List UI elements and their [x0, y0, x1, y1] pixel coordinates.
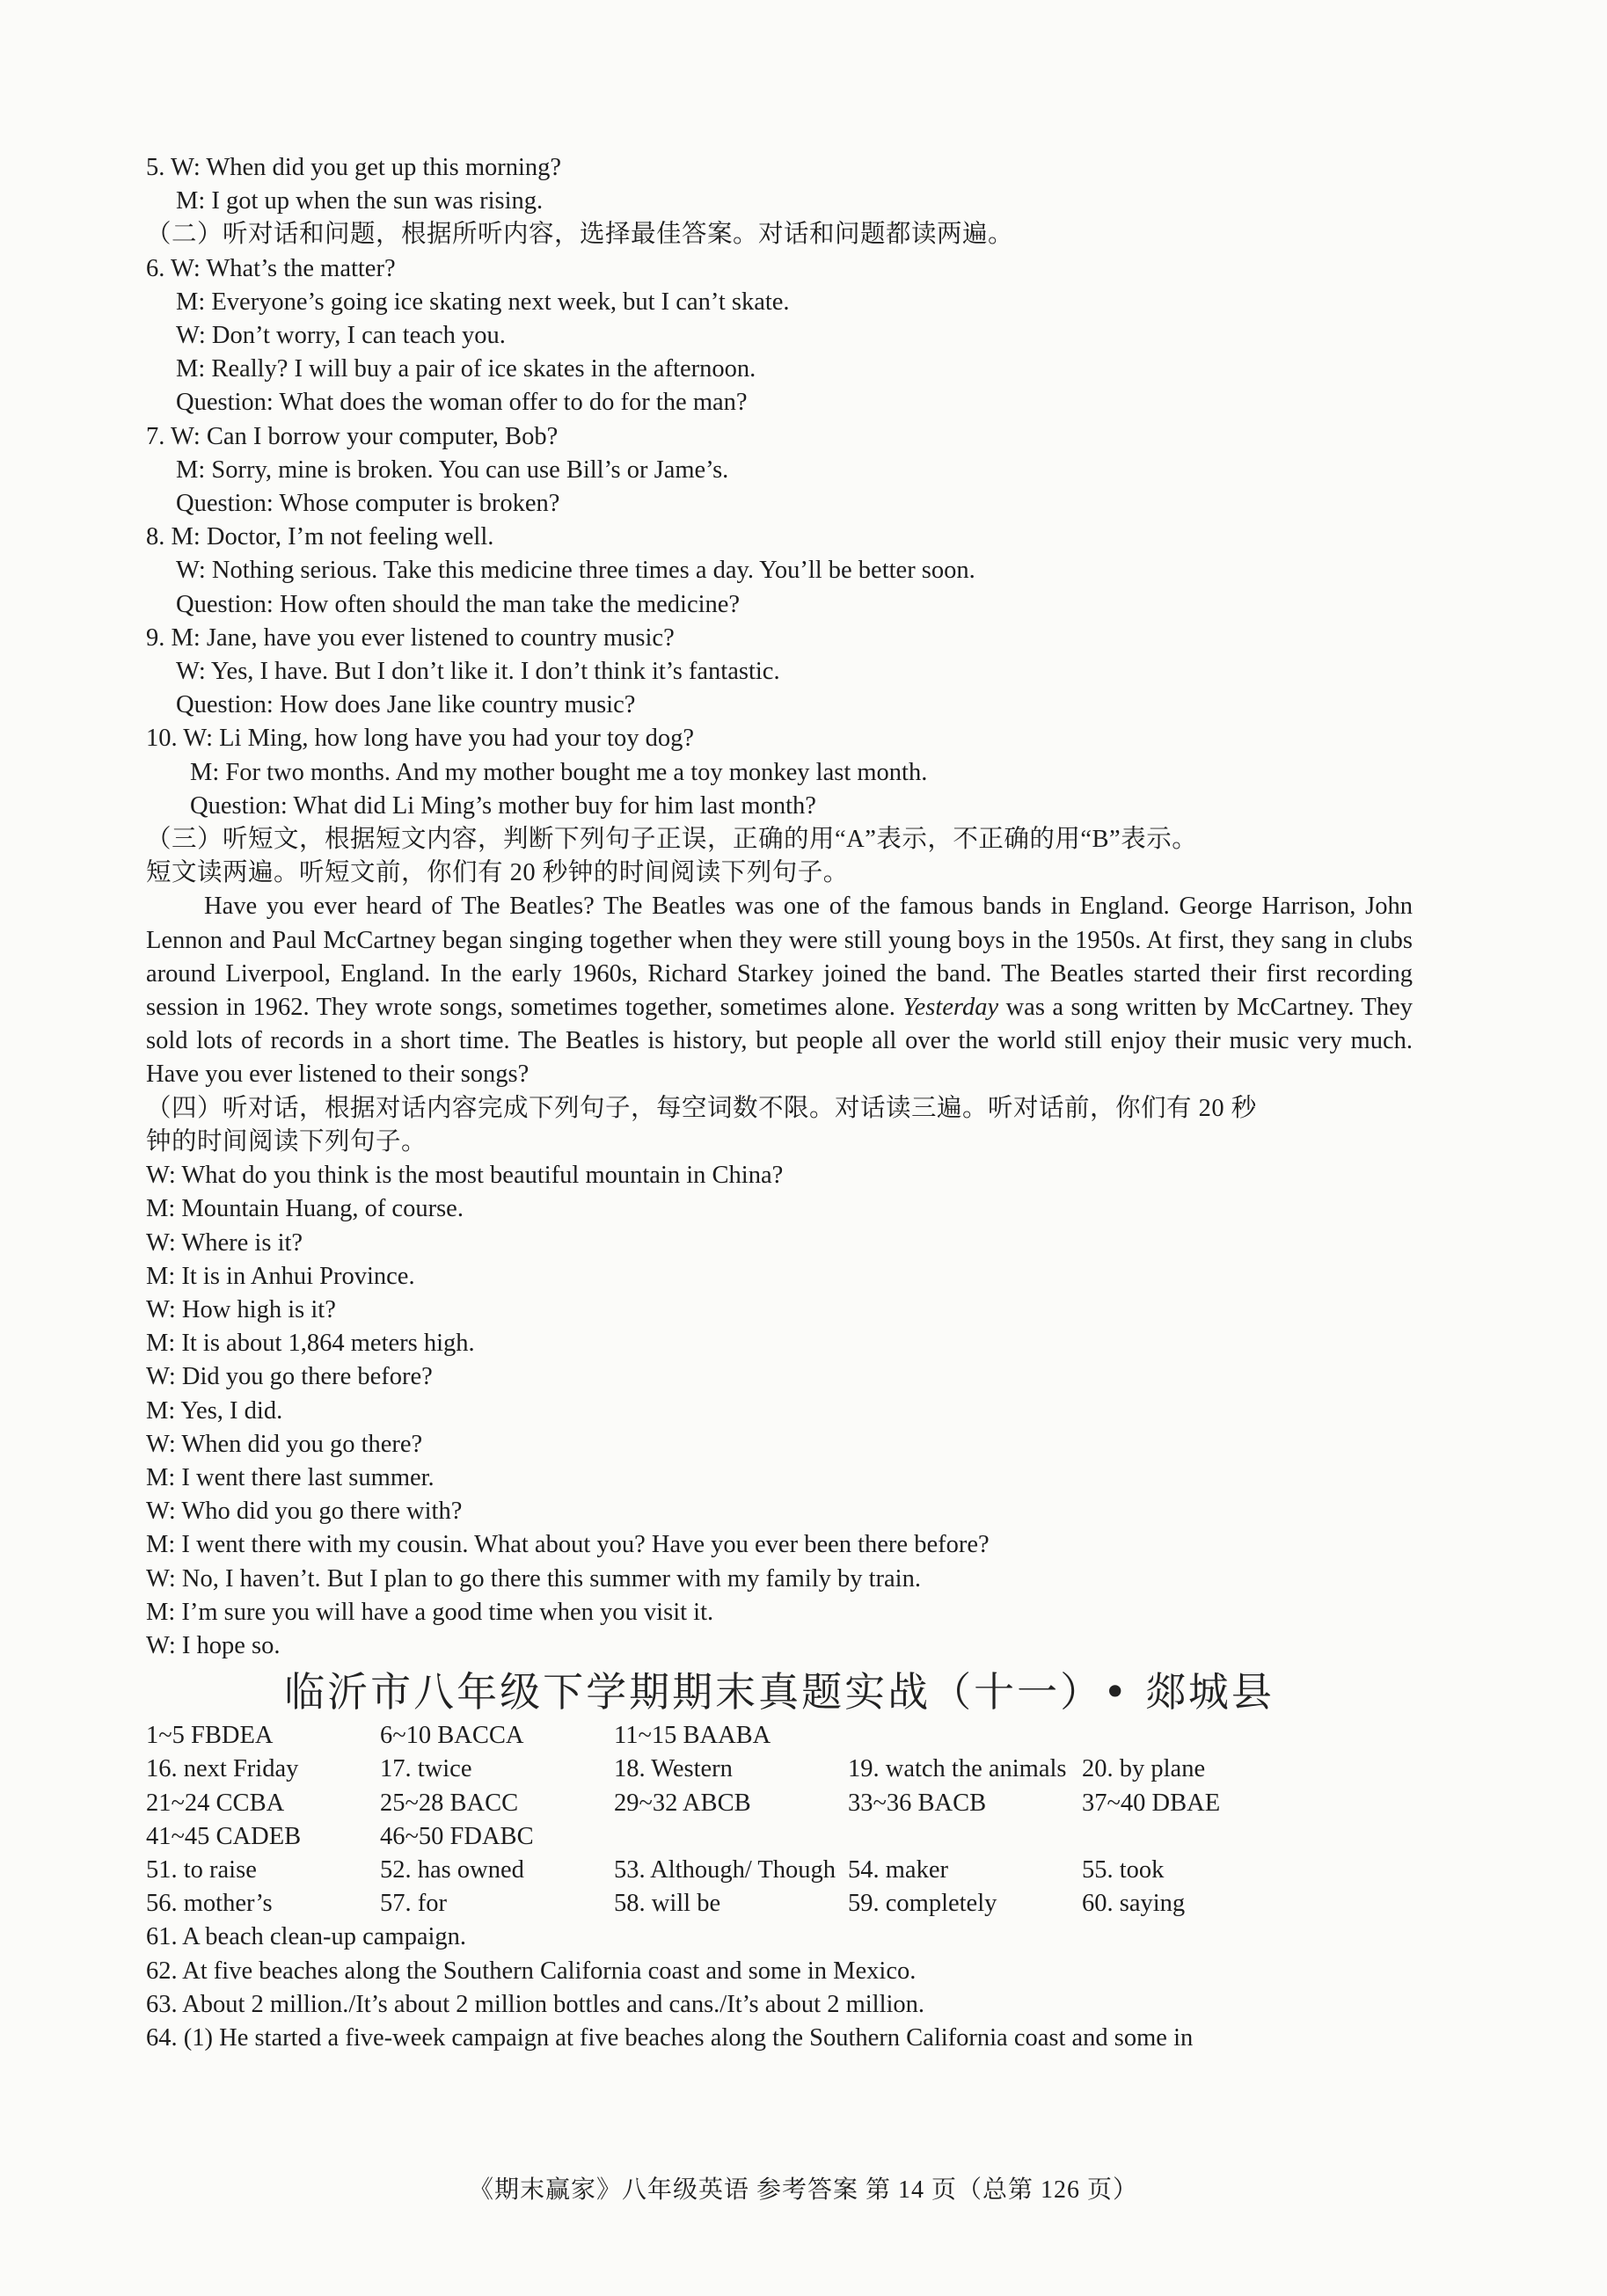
text-line: W: When did you go there? — [146, 1430, 423, 1458]
answer-cell: 17. twice — [380, 1755, 472, 1783]
section-title: 临沂市八年级下学期期末真题实战（十一）• 郯城县 — [284, 1668, 1275, 1717]
text-line: 63. About 2 million./It’s about 2 million bottles and cans./It’s about 2 million. — [146, 1990, 925, 2018]
answer-row — [146, 1854, 1413, 1887]
answer-cell: 6~10 BACCA — [380, 1722, 524, 1750]
answer-cell: 21~24 CCBA — [146, 1789, 285, 1817]
answer-key — [146, 1719, 1413, 1921]
answer-cell: 51. to raise — [146, 1855, 257, 1884]
answer-cell: 57. for — [380, 1890, 447, 1918]
text-line: M: I went there with my cousin. What about you? Have you ever been there before? — [146, 1531, 990, 1559]
answer-cell: 37~40 DBAE — [1082, 1789, 1221, 1817]
text-line: （四）听对话，根据对话内容完成下列句子，每空词数不限。对话读三遍。听对话前，你们有 20 秒 — [146, 1094, 1257, 1122]
answer-cell: 20. by plane — [1082, 1755, 1206, 1783]
text-line: 短文读两遍。听短文前，你们有 20 秒钟的时间阅读下列句子。 — [146, 859, 849, 887]
song-title: Yesterday — [902, 994, 999, 1022]
text-line: Question: How often should the man take the medicine? — [176, 590, 741, 618]
text-line: 5. W: When did you get up this morning? — [146, 154, 562, 181]
text-line: 8. M: Doctor, I’m not feeling well. — [146, 523, 494, 551]
answer-cell — [1082, 1719, 1258, 1753]
answer-row — [146, 1820, 1413, 1854]
listening-script-part-4 — [146, 1092, 1413, 1663]
answer-cell: 58. will be — [614, 1890, 721, 1918]
text-line: W: How high is it? — [146, 1295, 336, 1323]
answer-cell: 54. maker — [848, 1855, 948, 1884]
text-line: （三）听短文，根据短文内容，判断下列句子正误，正确的用“A”表示，不正确的用“B”表示。 — [146, 826, 1198, 854]
answer-cell: 59. completely — [848, 1890, 997, 1918]
answer-row — [146, 1753, 1413, 1786]
answer-cell: 25~28 BACC — [380, 1789, 519, 1817]
text-line: M: I got up when the sun was rising. — [176, 187, 544, 215]
text-line: W: Who did you go there with? — [146, 1498, 463, 1526]
answer-cell: 46~50 FDABC — [380, 1822, 534, 1850]
text-line: W: Where is it? — [146, 1228, 303, 1257]
text-line: M: Mountain Huang, of course. — [146, 1195, 464, 1223]
text-line: 7. W: Can I borrow your computer, Bob? — [146, 422, 559, 450]
answer-cell: 60. saying — [1082, 1890, 1186, 1918]
answer-cell: 56. mother’s — [146, 1890, 273, 1918]
answer-cell — [614, 1820, 848, 1854]
text-line: M: Really? I will buy a pair of ice skates in the afternoon. — [176, 355, 756, 383]
answer-cell: 52. has owned — [380, 1855, 524, 1884]
answer-cell — [1082, 1820, 1258, 1854]
text-line: 6. W: What’s the matter? — [146, 254, 396, 282]
text-line: 10. W: Li Ming, how long have you had your toy dog? — [146, 725, 694, 753]
text-line: 64. (1) He started a five-week campaign at five beaches along the Southern California coast and some in — [146, 2023, 1194, 2052]
answer-cell — [848, 1719, 1082, 1753]
passage-text-2: was a song written by McCartney. They sold lots of records in a short time. The Beatles is history, but people all over the world still enjoy their music very much. Have you ever listened to their songs? — [146, 994, 1413, 1089]
answer-cell: 11~15 BAABA — [614, 1722, 771, 1750]
text-line: （二）听对话和问题，根据所听内容，选择最佳答案。对话和问题都读两遍。 — [146, 221, 1014, 249]
text-line: Question: What does the woman offer to do for the man? — [176, 389, 748, 417]
text-line: M: Everyone’s going ice skating next week, but I can’t skate. — [176, 288, 790, 316]
text-line: W: Yes, I have. But I don’t like it. I don’t think it’s fantastic. — [176, 658, 780, 686]
text-line: 61. A beach clean-up campaign. — [146, 1923, 467, 1951]
text-line: 9. M: Jane, have you ever listened to country music? — [146, 623, 675, 652]
answer-cell — [848, 1820, 1082, 1854]
answer-row — [146, 1887, 1413, 1921]
answer-row — [146, 1787, 1413, 1820]
text-line: W: No, I haven’t. But I plan to go there this summer with my family by train. — [146, 1564, 921, 1593]
answer-cell: 18. Western — [614, 1755, 733, 1783]
passage-text-1: Have you ever heard of The Beatles? The Beatles was one of the famous bands in England. George Harrison, John Lennon and Paul McCartney began singing together when they were still young boys in the 1950s. At first, they sang in clubs around Liverpool, England. In the early 1960s, Richard Starkey joined the band. The Beatles started their first recording session in 1962. They wrote songs, sometimes together, sometimes alone. — [146, 893, 1413, 1022]
text-line: M: Yes, I did. — [146, 1396, 283, 1425]
page-footer: 《期末赢家》八年级英语 参考答案 第 14 页（总第 126 页） — [468, 2176, 1138, 2204]
text-line: W: Don’t worry, I can teach you. — [176, 322, 506, 350]
text-line: W: What do you think is the most beautiful mountain in China? — [146, 1162, 784, 1190]
answer-cell: 53. Although/ Though — [614, 1855, 836, 1884]
answer-cell: 41~45 CADEB — [146, 1822, 302, 1850]
answer-cell: 55. took — [1082, 1855, 1165, 1884]
text-line: 钟的时间阅读下列句子。 — [146, 1127, 427, 1155]
text-line: M: I went there last summer. — [146, 1463, 435, 1491]
answer-cell: 1~5 FBDEA — [146, 1722, 274, 1750]
text-line: Question: How does Jane like country music? — [176, 691, 636, 719]
text-line: Question: Whose computer is broken? — [176, 490, 560, 518]
text-line: Question: What did Li Ming’s mother buy for him last month? — [190, 791, 816, 820]
answer-cell: 16. next Friday — [146, 1755, 299, 1783]
listening-script-part-1 — [146, 151, 1413, 890]
answer-cell: 19. watch the animals — [848, 1755, 1067, 1783]
text-line: M: It is in Anhui Province. — [146, 1262, 415, 1290]
passage-beatles — [146, 890, 1413, 1091]
answer-cell: 29~32 ABCB — [614, 1789, 751, 1817]
text-line: W: I hope so. — [146, 1631, 281, 1659]
answer-cell: 33~36 BACB — [848, 1789, 987, 1817]
answer-row — [146, 1719, 1413, 1753]
text-line: M: It is about 1,864 meters high. — [146, 1330, 475, 1358]
short-answers — [146, 1921, 1413, 2055]
text-line: 62. At five beaches along the Southern California coast and some in Mexico. — [146, 1957, 917, 1985]
text-line: M: I’m sure you will have a good time when you visit it. — [146, 1598, 714, 1626]
text-line: M: Sorry, mine is broken. You can use Bill’s or Jame’s. — [176, 456, 729, 484]
page-content — [146, 151, 1413, 2055]
text-line: W: Did you go there before? — [146, 1363, 433, 1391]
text-line: M: For two months. And my mother bought me a toy monkey last month. — [190, 758, 928, 786]
text-line: W: Nothing serious. Take this medicine three times a day. You’ll be better soon. — [176, 557, 975, 585]
